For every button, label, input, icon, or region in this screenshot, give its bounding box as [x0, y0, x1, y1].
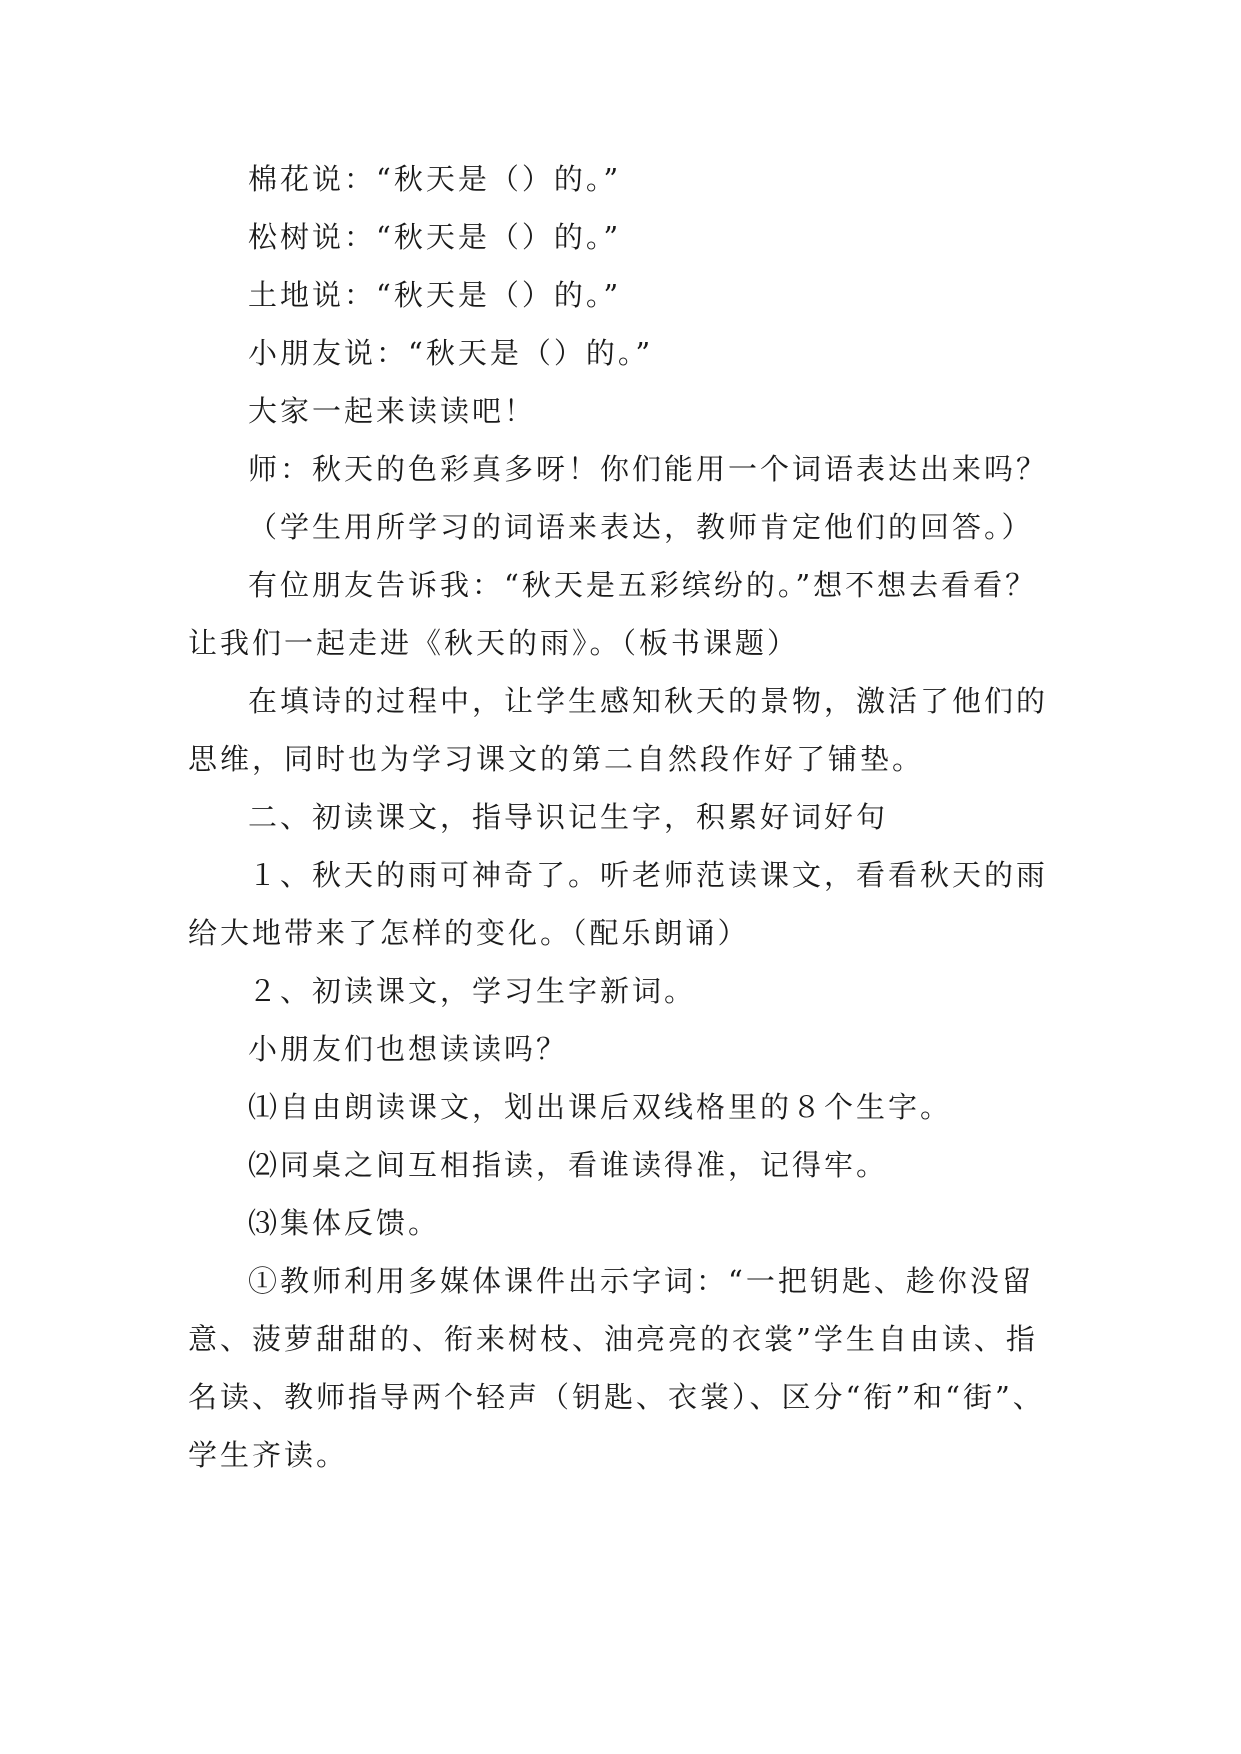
paragraph: ①教师利用多媒体课件出示字词：“一把钥匙、趁你没留意、菠萝甜甜的、衔来树枝、油亮亮的衣裳”学生自由读、指名读、教师指导两个轻声（钥匙、衣裳）、区分“衔”和“街”、学生齐读。	[188, 1264, 1045, 1472]
paragraph: 土地说：“秋天是（）的。”	[248, 278, 622, 312]
section-heading: 二、初读课文，指导识记生字，积累好词好句	[248, 800, 889, 834]
paragraph: 小朋友们也想读读吗？	[248, 1032, 569, 1066]
paragraph: 棉花说：“秋天是（）的。”	[248, 162, 622, 196]
paragraph: ２、初读课文，学习生字新词。	[248, 974, 697, 1008]
paragraph: 大家一起来读读吧！	[248, 394, 537, 428]
paragraph: 小朋友说：“秋天是（）的。”	[248, 336, 654, 370]
paragraph: １、秋天的雨可神奇了。听老师范读课文，看看秋天的雨给大地带来了怎样的变化。（配乐朗诵）	[188, 858, 1049, 950]
list-item: ⑴自由朗读课文，划出课后双线格里的８个生字。	[248, 1090, 953, 1124]
paragraph: 松树说：“秋天是（）的。”	[248, 220, 622, 254]
list-item: ⑵同桌之间互相指读，看谁读得准，记得牢。	[248, 1148, 889, 1182]
paragraph: 师：秋天的色彩真多呀！你们能用一个词语表达出来吗？	[248, 452, 1049, 486]
paragraph: （学生用所学习的词语来表达，教师肯定他们的回答。）	[248, 510, 1034, 544]
paragraph: 有位朋友告诉我：“秋天是五彩缤纷的。”想不想去看看？让我们一起走进《秋天的雨》。（板书课题）	[188, 568, 1038, 660]
paragraph: 在填诗的过程中，让学生感知秋天的景物，激活了他们的思维，同时也为学习课文的第二自然段作好了铺垫。	[188, 684, 1049, 776]
document-body	[188, 150, 1068, 1484]
list-item: ⑶集体反馈。	[248, 1206, 441, 1240]
